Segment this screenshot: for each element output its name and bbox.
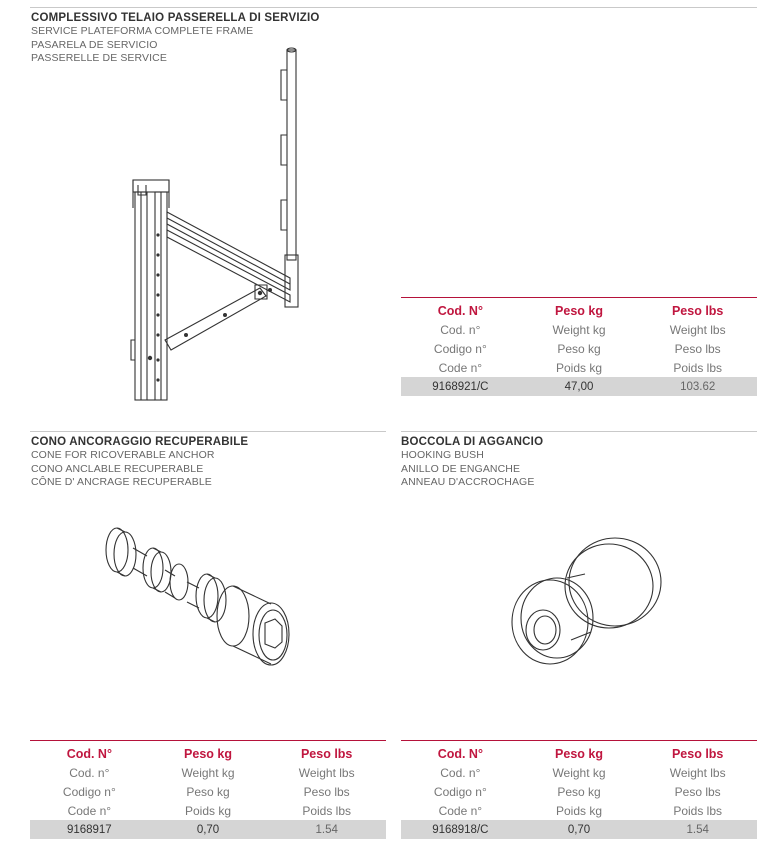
table-header-row [401,301,757,320]
cell: Weight kg [552,765,606,780]
cell: Weight lbs [298,765,355,780]
cone-spec-table [30,740,386,839]
cell: Peso lbs [674,341,721,356]
header-weight-lbs: Peso lbs [300,746,353,761]
anchor-cone-drawing [95,520,305,690]
cell: Poids kg [184,803,232,818]
value-weight-kg: 47,00 [564,380,594,393]
cell: Poids kg [555,360,603,375]
cell: Cod. n° [440,322,481,337]
table-value-row [30,820,386,839]
table-header-row [401,744,757,763]
cone-title-en: CONE FOR RICOVERABLE ANCHOR [31,449,215,461]
section-cone-title [31,435,248,490]
cell: Cod. n° [69,765,110,780]
cell: Peso kg [186,784,230,799]
cell: Poids lbs [302,803,352,818]
table-row [401,358,757,377]
cone-title-es: CONO ANCLABLE RECUPERABLE [31,462,204,475]
table-row [401,763,757,782]
bush-title-en: HOOKING BUSH [401,449,484,461]
bush-title-it: BOCCOLA DI AGGANCIO [401,436,544,448]
middle-rule-right [401,431,757,432]
cell: Peso kg [557,784,601,799]
header-code: Cod. N° [437,303,483,318]
bush-spec-table [401,740,757,839]
cell: Poids kg [555,803,603,818]
table-row [401,339,757,358]
frame-title-fr: PASSERELLE DE SERVICE [31,52,167,64]
header-weight-kg: Peso kg [555,303,603,318]
table-header-row [30,744,386,763]
section-bush-title [401,435,543,490]
cell: Weight lbs [669,765,726,780]
table-top-rule [401,740,757,741]
table-value-row [401,377,757,396]
table-value-row [401,820,757,839]
frame-title-es: PASARELA DE SERVICIO [31,38,158,51]
header-weight-lbs: Peso lbs [671,303,724,318]
cell: Weight lbs [669,322,726,337]
cell: Cod. n° [440,765,481,780]
cell: Code n° [67,803,112,818]
value-weight-kg: 0,70 [567,823,591,836]
bush-title-es: ANILLO DE ENGANCHE [401,462,521,475]
cell: Codigo n° [433,341,487,356]
frame-title-it: COMPLESSIVO TELAIO PASSERELLA DI SERVIZIO [31,12,320,24]
bush-title-fr: ANNEAU D'ACCROCHAGE [401,476,535,488]
table-row [401,782,757,801]
value-weight-kg: 0,70 [196,823,220,836]
cell: Peso lbs [674,784,721,799]
header-weight-kg: Peso kg [184,746,232,761]
cell: Weight kg [181,765,235,780]
table-top-rule [401,297,757,298]
middle-rule-left [30,431,386,432]
table-row [30,763,386,782]
cell: Weight kg [552,322,606,337]
hooking-bush-drawing [505,530,670,680]
value-weight-lbs: 103.62 [680,380,716,393]
cell: Poids lbs [673,360,723,375]
cell: Code n° [438,803,483,818]
cell: Codigo n° [433,784,487,799]
header-weight-kg: Peso kg [555,746,603,761]
cell: Poids lbs [673,803,723,818]
cell: Code n° [438,360,483,375]
table-row [401,320,757,339]
header-weight-lbs: Peso lbs [671,746,724,761]
header-code: Cod. N° [66,746,112,761]
cell: Codigo n° [62,784,116,799]
frame-title-en: SERVICE PLATEFORMA COMPLETE FRAME [31,25,254,37]
table-top-rule [30,740,386,741]
table-row [401,801,757,820]
table-row [30,801,386,820]
cell: Peso kg [557,341,601,356]
service-frame-drawing [120,40,320,410]
value-code: 9168921/C [432,380,489,393]
value-weight-lbs: 1.54 [315,823,338,836]
cone-title-it: CONO ANCORAGGIO RECUPERABILE [31,436,249,448]
cone-title-fr: CÔNE D' ANCRAGE RECUPERABLE [31,476,212,488]
value-code: 9168918/C [432,823,489,836]
table-row [30,782,386,801]
frame-spec-table [401,297,757,396]
top-rule [30,7,757,8]
value-code: 9168917 [66,823,112,836]
value-weight-lbs: 1.54 [686,823,709,836]
header-code: Cod. N° [437,746,483,761]
cell: Peso lbs [303,784,350,799]
